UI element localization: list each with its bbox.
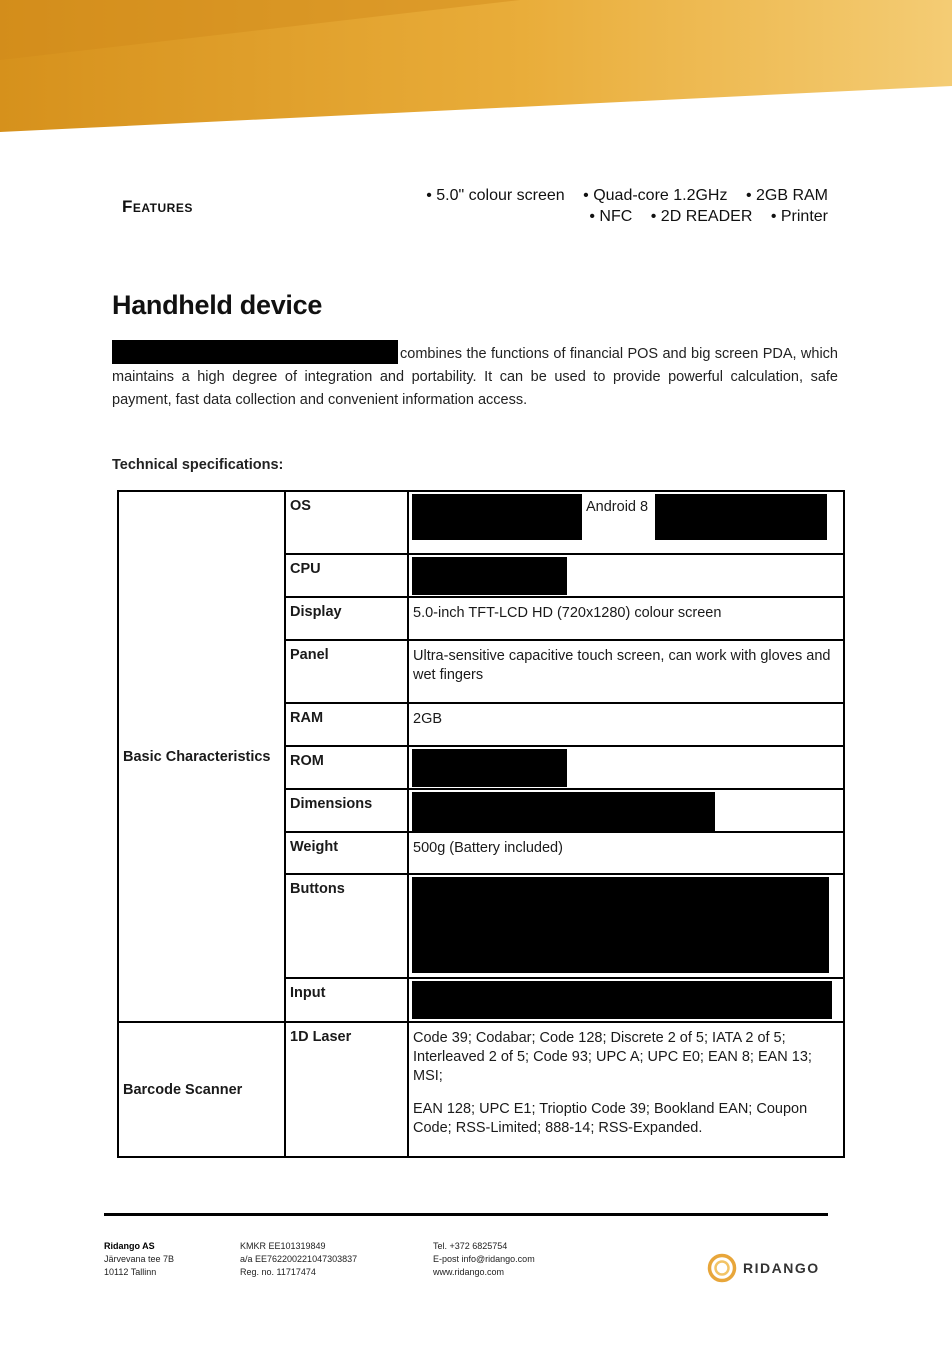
logo-text: RIDANGO xyxy=(743,1260,820,1276)
spec-label-1d-laser: 1D Laser xyxy=(285,1022,408,1157)
spec-value-panel: Ultra-sensitive capacitive touch screen, can work with gloves and wet fingers xyxy=(408,640,844,703)
spec-table xyxy=(117,490,845,1158)
feature-item: • NFC xyxy=(589,208,633,225)
footer-registration xyxy=(240,1240,357,1279)
spec-label-panel: Panel xyxy=(285,640,408,703)
spec-label-input: Input xyxy=(285,978,408,1022)
table-row xyxy=(118,1022,844,1157)
redaction-block xyxy=(412,877,829,973)
redaction-block xyxy=(412,981,832,1019)
group-barcode-scanner: Barcode Scanner xyxy=(118,1022,285,1157)
footer-divider xyxy=(104,1213,828,1216)
spec-label-os: OS xyxy=(285,491,408,554)
spec-value-display: 5.0-inch TFT-LCD HD (720x1280) colour screen xyxy=(408,597,844,640)
page-title: Handheld device xyxy=(112,290,323,320)
features-line-2 xyxy=(589,208,828,226)
company-city: 10112 Tallinn xyxy=(104,1267,157,1277)
spec-label-weight: Weight xyxy=(285,832,408,874)
spec-label-display: Display xyxy=(285,597,408,640)
laser-codes-1: Code 39; Codabar; Code 128; Discrete 2 of 5; IATA 2 of 5; Interleaved 2 of 5; Code 93; UPC A; UPC E0; EAN 8; EAN 13; MSI; xyxy=(413,1030,812,1084)
footer-contact xyxy=(433,1240,535,1279)
spec-value-weight: 500g (Battery included) xyxy=(408,832,844,874)
spec-label-rom: ROM xyxy=(285,746,408,789)
redaction-block xyxy=(412,494,582,540)
features-line-1 xyxy=(426,187,828,205)
redaction-block xyxy=(412,792,715,832)
spec-value-1d-laser xyxy=(408,1022,844,1157)
spec-label-cpu: CPU xyxy=(285,554,408,597)
company-name: Ridango AS xyxy=(104,1241,155,1251)
header-banner xyxy=(0,0,952,140)
feature-item: • Printer xyxy=(770,208,828,225)
feature-item: • 2GB RAM xyxy=(745,187,828,204)
features-title: Features xyxy=(122,197,193,216)
spec-label-ram: RAM xyxy=(285,703,408,746)
laser-codes-2: EAN 128; UPC E1; Trioptio Code 39; Bookland EAN; Coupon Code; RSS-Limited; 888-14; RSS-Expanded. xyxy=(413,1101,808,1136)
phone: Tel. +372 6825754 xyxy=(433,1241,508,1251)
bank-account: a/a EE762200221047303837 xyxy=(240,1254,358,1264)
redaction-block xyxy=(412,749,567,787)
feature-item: • 5.0" colour screen xyxy=(426,187,565,204)
os-value-text: Android 8 xyxy=(586,499,649,515)
email: E-post info@ridango.com xyxy=(433,1254,535,1264)
table-row xyxy=(118,491,844,554)
footer-company xyxy=(104,1240,174,1279)
intro-text: combines the functions of financial POS and big screen PDA, which maintains a high degree of integration and portability. It can be used to provide powerful calculation, safe payment, fast data collection and convenient information access. xyxy=(112,346,838,408)
spec-value-dimensions xyxy=(408,789,844,832)
logo-ring-icon xyxy=(707,1253,737,1283)
intro-paragraph xyxy=(112,340,838,412)
redaction-block xyxy=(412,557,567,595)
spec-value-input xyxy=(408,978,844,1022)
company-street: Järvevana tee 7B xyxy=(104,1254,175,1264)
spec-value-os xyxy=(408,491,844,554)
feature-item: • Quad-core 1.2GHz xyxy=(583,187,728,204)
feature-item: • 2D READER xyxy=(650,208,753,225)
group-basic-characteristics: Basic Characteristics xyxy=(118,491,285,1022)
redaction-block xyxy=(655,494,827,540)
vat-number: KMKR EE101319849 xyxy=(240,1241,326,1251)
spec-value-cpu xyxy=(408,554,844,597)
spec-value-rom xyxy=(408,746,844,789)
website: www.ridango.com xyxy=(433,1267,505,1277)
spec-label-dimensions: Dimensions xyxy=(285,789,408,832)
ridango-logo xyxy=(707,1253,820,1283)
spec-value-buttons xyxy=(408,874,844,978)
spec-label-buttons: Buttons xyxy=(285,874,408,978)
reg-number: Reg. no. 11717474 xyxy=(240,1267,316,1277)
tech-spec-title: Technical specifications: xyxy=(112,457,284,473)
redaction-block xyxy=(112,340,398,364)
spec-value-ram: 2GB xyxy=(408,703,844,746)
